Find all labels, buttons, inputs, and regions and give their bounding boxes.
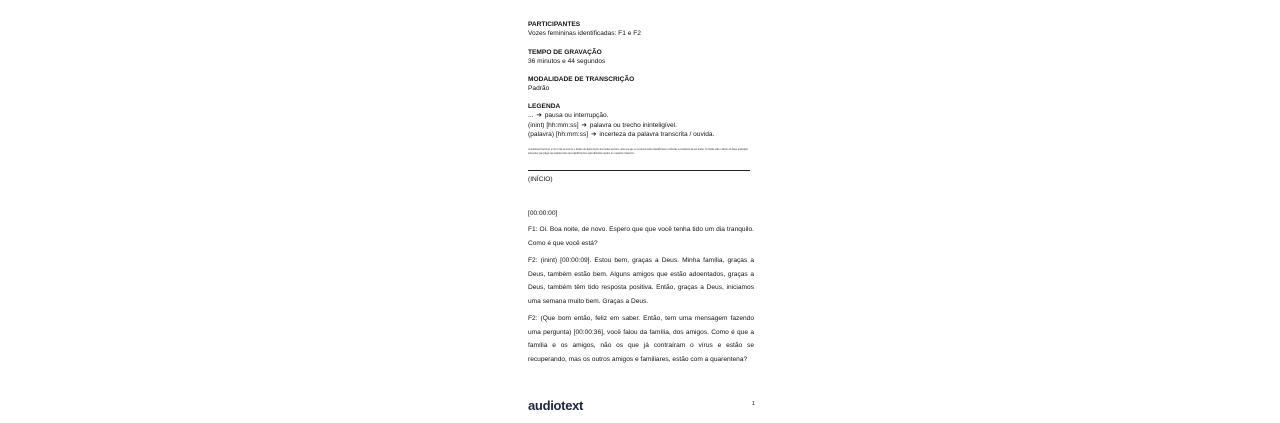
- participants-value: Vozes femininas identificadas: F1 e F2: [528, 30, 641, 37]
- legend-section: [528, 102, 754, 140]
- legend-meaning: incerteza da palavra transcrita / ouvida.: [599, 131, 715, 138]
- recording-time-value: 36 minutos e 44 segundos: [528, 58, 606, 65]
- legend-item: [528, 121, 754, 131]
- transcription-mode-section: [528, 75, 754, 93]
- page-number: 1: [752, 401, 756, 407]
- disclaimer-text: A Audiotext Serviços e Cia. Ltda se reserva o direito de depreciação dos nomes escritos, uma vez que os locutores serão identificados conforme a pronúncia de seu nome. O cliente tem o direito de fazer quaisquer alterações que julgar necessárias tanto nas identificações aqui utilizadas quanto no conteúdo transcrito.: [528, 148, 748, 155]
- audiotext-logo: audiotext: [528, 398, 584, 413]
- arrow-right-icon: ➔: [581, 121, 587, 129]
- legend-symbol: (inint) [hh:mm:ss]: [528, 121, 579, 129]
- transcript-paragraph: F1: Oi. Boa noite, de novo. Espero que que você tenha tido um dia tranquilo. Como é que você está?: [528, 226, 754, 247]
- transcription-mode-title: MODALIDADE DE TRANSCRIÇÃO: [528, 76, 635, 83]
- transcript-paragraph: F2: (Que bom então, feliz em saber. Então, tem uma mensagem fazendo uma pergunta) [00:00:36], você falou da família, dos amigos. Como é que a família e os amigos, não os que já contraíram o vírus e estão se recuperando, mas os outros amigos e familiares, estão com a quarentena?: [528, 315, 754, 363]
- start-marker: (INÍCIO): [528, 176, 553, 183]
- legend-title: LEGENDA: [528, 103, 561, 110]
- legend-symbol: (palavra) [hh:mm:ss]: [528, 131, 589, 138]
- legend-item: [528, 111, 754, 121]
- transcription-mode-value: Padrão: [528, 85, 550, 92]
- recording-time-title: TEMPO DE GRAVAÇÃO: [528, 49, 602, 56]
- participants-section: [528, 20, 754, 38]
- legend-meaning: palavra ou trecho ininteligível.: [589, 121, 678, 129]
- legend-symbol: ...: [528, 112, 534, 119]
- transcript-paragraph: F2: (inint) [00:00:09]. Estou bem, graças a Deus. Minha família, graças a Deus, também estão bem. Alguns amigos que estão adoentados, graças a Deus, também têm tido resposta positiva. Então, graças a Deus, iniciamos uma semana muito bem. Graças a Deus.: [528, 257, 754, 305]
- document-page: [528, 0, 754, 423]
- arrow-right-icon: ➔: [536, 112, 542, 119]
- recording-time-section: [528, 48, 754, 66]
- first-timestamp: [00:00:00]: [528, 210, 558, 217]
- legend-meaning: pausa ou interrupção.: [544, 112, 609, 119]
- arrow-right-icon: ➔: [590, 131, 597, 138]
- divider-line: [528, 170, 750, 171]
- legend-item: [528, 130, 754, 140]
- participants-title: PARTICIPANTES: [528, 21, 581, 28]
